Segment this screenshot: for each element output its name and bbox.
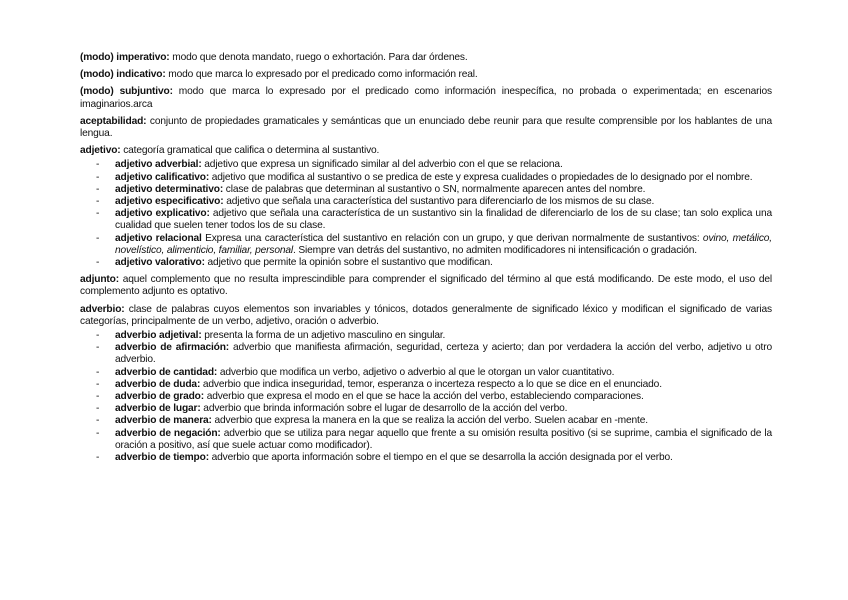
item-term: adjetivo relacional	[115, 232, 202, 244]
bullet-dash: -	[96, 427, 100, 439]
item-term: adverbio de tiempo:	[115, 452, 209, 464]
list-item	[80, 428, 772, 452]
entry-term: aceptabilidad:	[80, 115, 147, 127]
entry-imperativo	[80, 52, 772, 64]
item-definition: adverbio que indica inseguridad, temor, esperanza o incerteza respecto a lo que se dice en el enunciado.	[200, 378, 662, 390]
item-definition: adjetivo que señala una característica del sustantivo para diferenciarlo de los mismos de su clase.	[223, 196, 655, 208]
bullet-dash: -	[96, 391, 100, 403]
item-term: adjetivo explicativo:	[115, 208, 210, 220]
item-term: adjetivo valorativo:	[115, 257, 205, 269]
bullet-dash: -	[96, 330, 100, 342]
glossary-page	[80, 52, 772, 469]
entry-adjetivo	[80, 145, 772, 157]
entry-definition: clase de palabras cuyos elementos son invariables y tónicos, dotados generalmente de significado léxico y modifican el significado de varias categorías, principalmente de un verbo, adjetivo, oración o adverbio.	[80, 303, 772, 327]
list-item	[80, 330, 772, 342]
item-definition: adjetivo que permite la opinión sobre el sustantivo que modifican.	[204, 257, 493, 269]
entry-term: adjetivo:	[80, 145, 121, 157]
item-definition-rest: . Siempre van detrás del sustantivo, no admiten modificadores ni intensificación o gradación.	[293, 244, 697, 256]
list-item	[80, 159, 772, 171]
bullet-dash: -	[96, 415, 100, 427]
item-definition: presenta la forma de un adjetivo masculino en singular.	[201, 330, 446, 342]
item-term: adjetivo especificativo:	[115, 196, 224, 208]
entry-definition: modo que denota mandato, ruego o exhortación. Para dar órdenes.	[169, 52, 468, 63]
list-item	[80, 184, 772, 196]
entry-definition: modo que marca lo expresado por el predicado como información inespecífica, no probada o experimentada; en escenarios imaginarios.arca	[80, 86, 772, 110]
list-item	[80, 208, 772, 232]
entry-term: (modo) imperativo:	[80, 52, 170, 63]
item-term: adverbio de manera:	[115, 415, 212, 427]
entry-term: (modo) subjuntivo:	[80, 86, 173, 98]
item-definition: adverbio que se utiliza para negar aquello que frente a su omisión resulta positivo (si se suprime, cambia el significado de la oración a positivo, así que suele actuar como modificador).	[115, 427, 772, 451]
item-term: adverbio de cantidad:	[115, 366, 218, 378]
item-term: adjetivo determinativo:	[115, 183, 224, 195]
item-examples: ovino, metálico, novelístico, alimenticio, familiar, personal	[115, 232, 772, 256]
entry-term: adverbio:	[80, 303, 125, 315]
bullet-dash: -	[96, 342, 100, 354]
entry-term: adjunto:	[80, 274, 119, 286]
list-item	[80, 233, 772, 257]
item-definition: adverbio que modifica un verbo, adjetivo o adverbio al que le otorgan un valor cuantitativo.	[217, 366, 615, 378]
item-term: adjetivo calificativo:	[115, 171, 210, 183]
item-definition: adjetivo que señala una característica de un sustantivo sin la finalidad de diferenciarlo de los de su clase; tan solo explica una cualidad que suelen tener todos los de su clase.	[115, 208, 772, 232]
bullet-dash: -	[96, 257, 100, 269]
bullet-dash: -	[96, 159, 100, 171]
bullet-dash: -	[96, 378, 100, 390]
item-definition: Expresa una característica del sustantivo en relación con un grupo, y que derivan normalmente de sustantivos:	[201, 232, 703, 244]
item-definition: adverbio que manifiesta afirmación, seguridad, certeza y acierto; dan por verdadera la acción del verbo, adjetivo u otro adverbio.	[115, 342, 772, 366]
list-item	[80, 379, 772, 391]
item-definition: adjetivo que expresa un significado similar al del adverbio con el que se relaciona.	[201, 159, 563, 171]
item-term: adverbio de grado:	[115, 391, 205, 403]
entry-adjunto	[80, 274, 772, 298]
bullet-dash: -	[96, 183, 100, 195]
list-item	[80, 452, 772, 464]
entry-indicativo	[80, 69, 772, 81]
list-item	[80, 342, 772, 366]
item-term: adjetivo adverbial:	[115, 159, 202, 171]
bullet-dash: -	[96, 366, 100, 378]
entry-definition: categoría gramatical que califica o determina al sustantivo.	[120, 145, 380, 157]
bullet-dash: -	[96, 208, 100, 220]
entry-adverbio	[80, 304, 772, 328]
entry-term: (modo) indicativo:	[80, 69, 166, 81]
adverbio-subtypes-list	[80, 330, 772, 464]
bullet-dash: -	[96, 452, 100, 464]
adjetivo-subtypes-list	[80, 159, 772, 269]
item-term: adverbio adjetival:	[115, 330, 202, 342]
bullet-dash: -	[96, 403, 100, 415]
list-item	[80, 391, 772, 403]
entry-definition: aquel complemento que no resulta imprescindible para comprender el significado del término al que está modificando. De este modo, el uso del complemento adjunto es optativo.	[80, 274, 772, 298]
item-definition: clase de palabras que determinan al sustantivo o SN, normalmente aparecen antes del nombre.	[223, 183, 646, 195]
list-item	[80, 415, 772, 427]
item-term: adverbio de negación:	[115, 427, 221, 439]
list-item	[80, 403, 772, 415]
list-item	[80, 196, 772, 208]
entry-definition: modo que marca lo expresado por el predicado como información real.	[165, 69, 478, 81]
item-definition: adverbio que brinda información sobre el lugar de desarrollo de la acción del verbo.	[200, 403, 568, 415]
item-term: adverbio de afirmación:	[115, 342, 230, 354]
list-item	[80, 367, 772, 379]
list-item	[80, 257, 772, 269]
item-term: adverbio de lugar:	[115, 403, 201, 415]
entry-subjuntivo	[80, 86, 772, 110]
list-item	[80, 172, 772, 184]
item-term: adverbio de duda:	[115, 378, 201, 390]
entry-aceptabilidad	[80, 116, 772, 140]
entry-definition: conjunto de propiedades gramaticales y semánticas que un enunciado debe reunir para que resulte comprensible por los hablantes de una lengua.	[80, 115, 772, 140]
bullet-dash: -	[96, 196, 100, 208]
bullet-dash: -	[96, 171, 100, 183]
bullet-dash: -	[96, 232, 100, 244]
item-definition: adverbio que expresa el modo en el que se hace la acción del verbo, estableciendo comparaciones.	[204, 391, 644, 403]
item-definition: adverbio que aporta información sobre el tiempo en el que se desarrolla la acción designada por el verbo.	[208, 452, 673, 464]
item-definition: adjetivo que modifica al sustantivo o se predica de este y expresa cualidades o propiedades de lo designado por el nombre.	[209, 171, 753, 183]
item-definition: adverbio que expresa la manera en la que se realiza la acción del verbo. Suelen acabar en -mente.	[211, 415, 648, 427]
